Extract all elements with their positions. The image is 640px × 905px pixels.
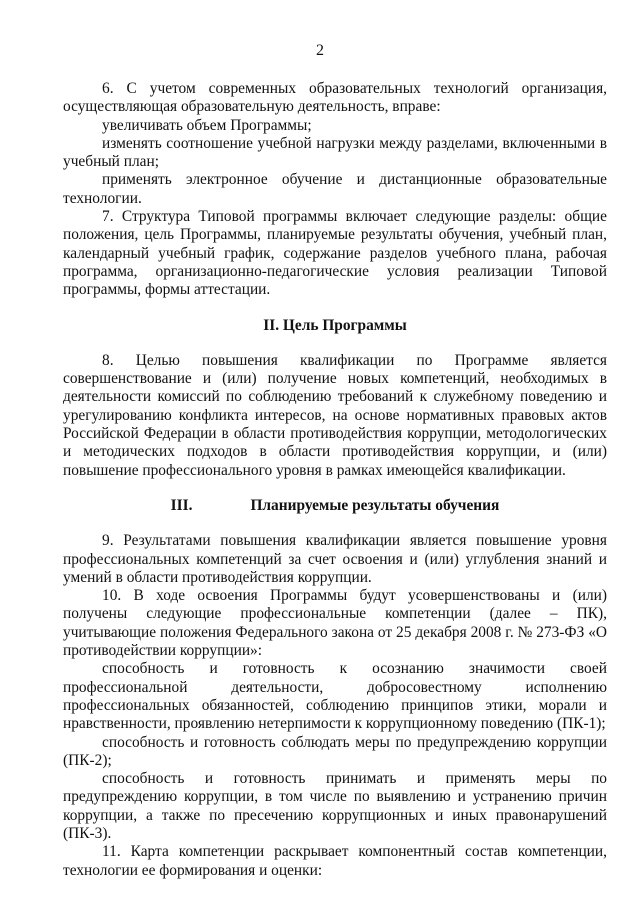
document-body (63, 80, 607, 880)
list-item-change-ratio: изменять соотношение учебной нагрузки между разделами, включенными в учебный план; (63, 134, 607, 171)
section-heading-results (63, 497, 607, 515)
competence-pk-2: способность и готовность соблюдать меры по предупреждению коррупции (ПК-2); (63, 733, 607, 769)
paragraph-8: 8. Целью повышения квалификации по Программе является совершенствование и (или) получение новых компетенций, необходимых в деятельности комиссий по соблюдению требований к служебному поведению и урегулированию конфликта интересов, на основе нормативных правовых актов Российской Федерации в области противодействия коррупции, методологических и методических подходов в области противодействия коррупции, и (или) повышение профессионального уровня в рамках имеющейся квалификации. (63, 351, 607, 479)
competence-pk-3: способность и готовность принимать и применять меры по предупреждению коррупции, в том числе по выявлению и устранению причин коррупции, а также по пресечению коррупционных и иных правонарушений (ПК-3). (63, 770, 607, 842)
paragraph-9: 9. Результатами повышения квалификации является повышение уровня профессиональных компетенций за счет освоения и (или) углубления знаний и умений в области противодействия коррупции. (63, 532, 607, 586)
competence-pk-1: способность и готовность к осознанию значимости своей профессиональной деятельности, добросовестному исполнению профессиональных обязанностей, соблюдению принципов этики, морали и нравственности, проявлению нетерпимости к коррупционному поведению (ПК-1); (63, 660, 607, 733)
paragraph-7: 7. Структура Типовой программы включает следующие разделы: общие положения, цель Программы, планируемые результаты обучения, учебный план, календарный учебный график, содержание разделов учебного плана, рабочая программа, организационно-педагогические условия реализации Типовой программы, формы аттестации. (63, 208, 607, 299)
paragraph-10: 10. В ходе освоения Программы будут усовершенствованы и (или) получены следующие профессиональные компетенции (далее – ПК), учитывающие положения Федерального закона от 25 декабря 2008 г. № 273-ФЗ «О противодействии коррупции»: (63, 587, 607, 660)
section-heading-goal: II. Цель Программы (263, 316, 407, 334)
paragraph-11: 11. Карта компетенции раскрывает компонентный состав компетенции, технологии ее формирования и оценки: (63, 843, 607, 879)
page-number: 2 (316, 42, 324, 59)
paragraph-6: 6. С учетом современных образовательных технологий организация, осуществляющая образовательную деятельность, вправе: (63, 80, 607, 116)
list-item-e-learning: применять электронное обучение и дистанционные образовательные технологии. (63, 171, 607, 207)
section-heading-number: III. (170, 496, 193, 514)
list-item-increase-volume: увеличивать объем Программы; (102, 116, 312, 134)
section-heading-title: Планируемые результаты обучения (250, 496, 500, 514)
